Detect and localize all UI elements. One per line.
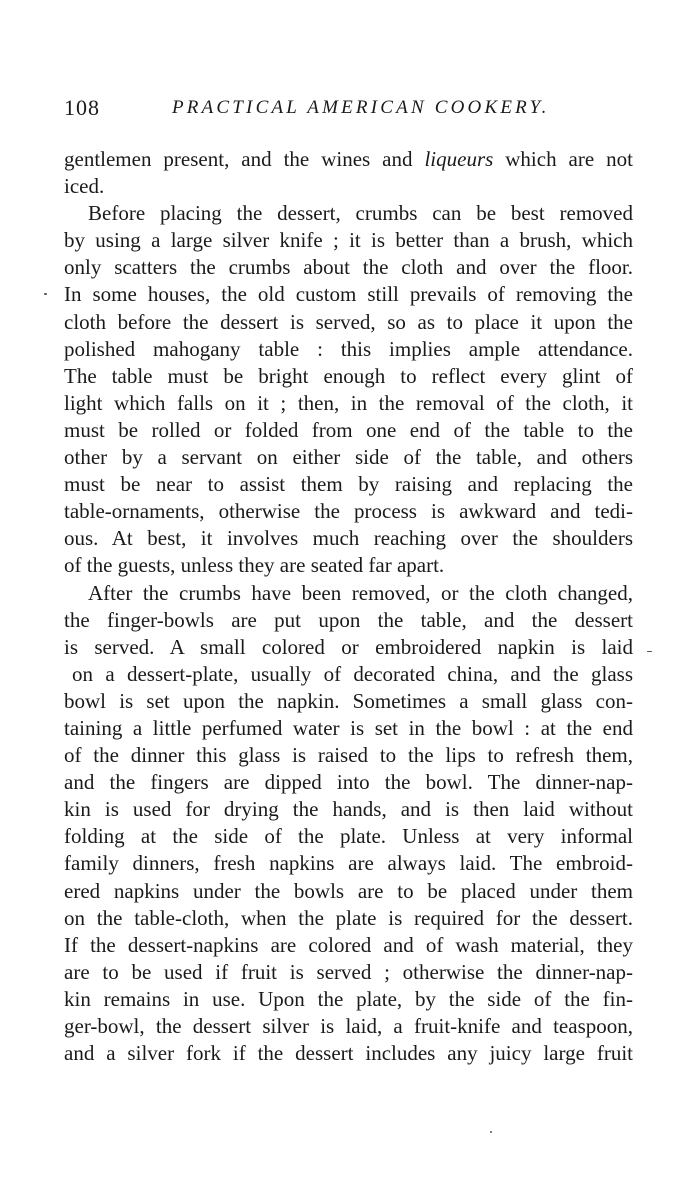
text-line: Before placing the dessert, crumbs can be best removed	[88, 201, 633, 226]
text-line: bowl is set upon the napkin. Sometimes a small glass con-	[64, 688, 633, 713]
text-line: is served. A small colored or embroidered napkin is laid	[64, 634, 633, 659]
text-line: light which falls on it ; then, in the removal of the cloth, it	[64, 390, 633, 415]
running-title: PRACTICAL AMERICAN COOKERY.	[172, 97, 550, 118]
text-line: ous. At best, it involves much reaching over the shoulders	[64, 526, 633, 551]
text-line: polished mahogany table : this implies ample attendance.	[64, 336, 633, 361]
text-line: ger-bowl, the dessert silver is laid, a fruit-knife and teaspoon,	[64, 1014, 633, 1038]
text-line: the finger-bowls are put upon the table, and the dessert	[64, 607, 633, 632]
text-line: of the dinner this glass is raised to the lips to refresh them,	[64, 743, 633, 768]
text-line: on a dessert-plate, usually of decorated china, and the glass	[72, 661, 633, 686]
text-line: of the guests, unless they are seated far apart.	[64, 553, 445, 578]
text-line: table-ornaments, otherwise the process is awkward and tedi-	[64, 499, 633, 524]
page-number: 108	[64, 95, 100, 120]
text-line: must be rolled or folded from one end of the table to the	[64, 417, 633, 442]
text-line: ered napkins under the bowls are to be placed under them	[64, 878, 633, 903]
text-line: must be near to assist them by raising and replacing the	[64, 472, 633, 497]
scan-speck	[647, 651, 652, 652]
text-line: folding at the side of the plate. Unless at very informal	[64, 824, 633, 849]
text-line: The table must be bright enough to reflect every glint of	[64, 363, 633, 388]
text-line: iced.	[64, 174, 105, 199]
text-line: kin is used for drying the hands, and is then laid without	[64, 797, 633, 822]
text-line: family dinners, fresh napkins are always laid. The embroid-	[64, 851, 633, 876]
text-line: and the fingers are dipped into the bowl. The dinner-nap-	[64, 770, 633, 795]
text-line: taining a little perfumed water is set in the bowl : at the end	[64, 715, 633, 740]
running-head	[64, 92, 644, 124]
body-text	[64, 146, 633, 1067]
text-line: on the table-cloth, when the plate is required for the dessert.	[64, 905, 633, 930]
text-line: After the crumbs have been removed, or the cloth changed,	[88, 580, 633, 605]
text-line: are to be used if fruit is served ; otherwise the dinner-nap-	[64, 959, 633, 984]
text-line: and a silver fork if the dessert includes any juicy large fruit	[64, 1041, 633, 1066]
text-line: other by a servant on either side of the table, and others	[64, 445, 633, 470]
scan-speck	[490, 1131, 492, 1133]
text-line: cloth before the dessert is served, so as to place it upon the	[64, 309, 633, 334]
text-line: by using a large silver knife ; it is better than a brush, which	[64, 228, 633, 253]
scan-speck	[44, 293, 47, 295]
text-line: gentlemen present, and the wines and liqueurs which are not	[64, 147, 633, 171]
italic-word: liqueurs	[424, 147, 494, 171]
text-line: If the dessert-napkins are colored and of wash material, they	[64, 932, 633, 957]
text-line: kin remains in use. Upon the plate, by the side of the fin-	[64, 986, 633, 1011]
text-line: In some houses, the old custom still prevails of removing the	[64, 282, 633, 307]
text-line: only scatters the crumbs about the cloth and over the floor.	[64, 255, 633, 280]
